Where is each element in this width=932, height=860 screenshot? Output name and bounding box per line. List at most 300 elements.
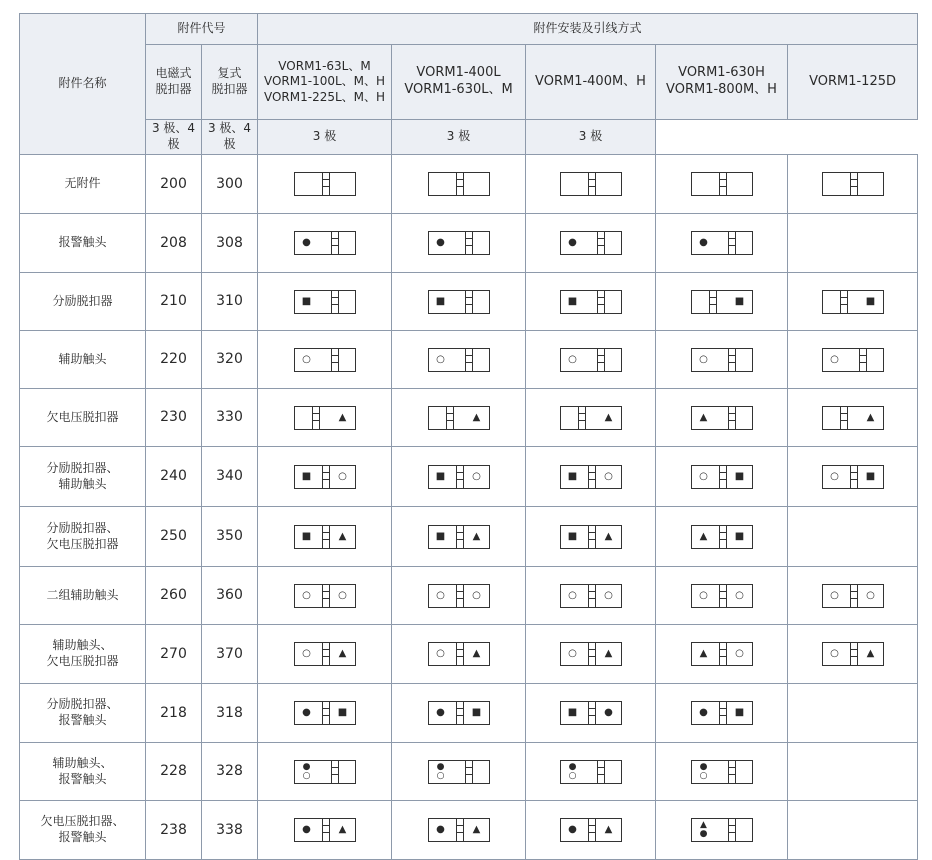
accessory-name: 辅助触头、 欠电压脱扣器 [20, 625, 146, 684]
header-poles-2: 3 极、4 极 [202, 120, 258, 155]
accessory-marker-icon: ● [568, 237, 577, 248]
header-poles-3: 3 极 [258, 120, 392, 155]
accessory-marker-icon: ○ [735, 589, 744, 601]
terminal-bar-icon [322, 642, 330, 666]
terminal-bar-icon [322, 584, 330, 608]
wiring-cell [656, 447, 788, 507]
terminal-bar-icon [850, 642, 858, 666]
wiring-cell [258, 447, 392, 507]
accessory-marker-icon: ○ [604, 589, 613, 601]
code-compound: 300 [202, 155, 258, 214]
wiring-symbol [428, 290, 490, 314]
table-row [20, 743, 918, 801]
table-row [20, 447, 918, 507]
accessory-marker-icon: ○ [568, 648, 577, 659]
wiring-cell [656, 155, 788, 214]
terminal-bar-icon [719, 172, 727, 196]
wiring-symbol [691, 172, 753, 196]
wiring-symbol [428, 348, 490, 372]
accessory-marker-icon: ○ [568, 589, 577, 601]
wiring-cell [526, 389, 656, 447]
wiring-cell [788, 625, 918, 684]
wiring-cell [258, 389, 392, 447]
wiring-symbol [822, 172, 884, 196]
header-accessory-name: 附件名称 [20, 14, 146, 155]
code-electromagnetic: 200 [146, 155, 202, 214]
wiring-symbol [560, 525, 622, 549]
code-compound: 308 [202, 214, 258, 273]
accessory-name: 辅助触头、 报警触头 [20, 743, 146, 801]
wiring-symbol [691, 231, 753, 255]
accessory-marker-icon: ■ [734, 707, 745, 718]
terminal-bar-icon [597, 348, 605, 372]
terminal-bar-icon [322, 701, 330, 725]
terminal-bar-icon [578, 406, 586, 430]
code-compound: 310 [202, 273, 258, 331]
accessory-marker-icon: ○ [699, 353, 708, 365]
terminal-bar-icon [597, 760, 605, 784]
wiring-cell [258, 214, 392, 273]
accessory-marker-icon: ● [436, 707, 445, 718]
wiring-cell [392, 684, 526, 743]
code-compound: 338 [202, 801, 258, 860]
accessory-marker-icon: ▲ [699, 648, 708, 659]
wiring-symbol [560, 406, 622, 430]
wiring-symbol [560, 760, 622, 784]
wiring-cell [788, 447, 918, 507]
wiring-symbol [428, 701, 490, 725]
terminal-bar-icon [588, 525, 596, 549]
wiring-symbol [691, 642, 753, 666]
accessory-marker-icon: ○ [302, 353, 311, 365]
accessory-name: 分励脱扣器、 辅助触头 [20, 447, 146, 507]
accessory-marker-icon: ▲ [866, 411, 875, 423]
wiring-cell [656, 331, 788, 389]
accessory-marker-icon: ○ [472, 589, 481, 601]
accessory-name: 分励脱扣器、 报警触头 [20, 684, 146, 743]
wiring-symbol [822, 406, 884, 430]
code-electromagnetic: 208 [146, 214, 202, 273]
terminal-bar-icon [588, 818, 596, 842]
accessory-name: 欠电压脱扣器、 报警触头 [20, 801, 146, 860]
header-code-group: 附件代号 [146, 14, 258, 45]
terminal-bar-icon [728, 818, 736, 842]
wiring-symbol [294, 406, 356, 430]
wiring-symbol [294, 465, 356, 489]
accessory-marker-icon: ▲ [866, 648, 875, 659]
wiring-symbol [294, 231, 356, 255]
header-model-1: VORM1-63L、M VORM1-100L、M、H VORM1-225L、M、H [258, 45, 392, 120]
wiring-cell [258, 155, 392, 214]
terminal-bar-icon [331, 760, 339, 784]
accessory-marker-icon: ■ [865, 295, 876, 307]
code-electromagnetic: 228 [146, 743, 202, 801]
accessory-name: 无附件 [20, 155, 146, 214]
terminal-bar-icon [719, 642, 727, 666]
wiring-cell [392, 567, 526, 625]
terminal-bar-icon [588, 465, 596, 489]
terminal-bar-icon [312, 406, 320, 430]
wiring-symbol [691, 465, 753, 489]
terminal-bar-icon [850, 172, 858, 196]
accessory-marker-icon: ■ [865, 470, 876, 482]
wiring-symbol [428, 231, 490, 255]
code-electromagnetic: 240 [146, 447, 202, 507]
wiring-symbol [428, 584, 490, 608]
wiring-symbol [294, 818, 356, 842]
code-compound: 318 [202, 684, 258, 743]
accessory-marker-icon: ● [699, 707, 708, 718]
wiring-symbol [691, 584, 753, 608]
accessory-name: 欠电压脱扣器 [20, 389, 146, 447]
wiring-cell [392, 447, 526, 507]
terminal-bar-icon [465, 760, 473, 784]
terminal-bar-icon [331, 348, 339, 372]
wiring-cell [788, 155, 918, 214]
accessory-marker-icon: ○ [830, 589, 839, 601]
accessory-name: 分励脱扣器 [20, 273, 146, 331]
wiring-cell [258, 273, 392, 331]
accessory-marker-icon: ● [699, 237, 708, 248]
accessory-marker-icon: ● [604, 707, 613, 718]
empty-cell [788, 507, 918, 567]
accessory-marker-icon: ▲ [699, 530, 708, 542]
wiring-symbol [428, 642, 490, 666]
wiring-cell [392, 331, 526, 389]
accessory-marker-icon: ■ [301, 295, 312, 307]
terminal-bar-icon [465, 348, 473, 372]
wiring-cell [526, 447, 656, 507]
wiring-symbol [822, 465, 884, 489]
wiring-symbol [428, 760, 490, 784]
accessory-marker-icon: ■ [337, 707, 348, 718]
terminal-bar-icon [331, 231, 339, 255]
terminal-bar-icon [331, 290, 339, 314]
table-row [20, 801, 918, 860]
terminal-bar-icon [322, 525, 330, 549]
terminal-bar-icon [719, 525, 727, 549]
accessory-marker-icon: ■ [567, 295, 578, 307]
accessory-marker-icon: ○ [302, 648, 311, 659]
terminal-bar-icon [719, 701, 727, 725]
code-electromagnetic: 260 [146, 567, 202, 625]
wiring-cell [788, 331, 918, 389]
header-model-5: VORM1-125D [788, 45, 918, 120]
terminal-bar-icon [588, 172, 596, 196]
wiring-symbol [294, 760, 356, 784]
wiring-symbol [691, 818, 753, 842]
header-code-electromagnetic: 电磁式 脱扣器 [146, 45, 202, 120]
empty-cell [788, 684, 918, 743]
wiring-cell [392, 625, 526, 684]
wiring-symbol [560, 172, 622, 196]
accessory-marker-icon: ● [302, 707, 311, 718]
wiring-cell [258, 743, 392, 801]
header-poles-5: 3 极 [526, 120, 656, 155]
wiring-cell [392, 273, 526, 331]
wiring-symbol [294, 348, 356, 372]
accessory-marker-icon: ○ [436, 648, 445, 659]
terminal-bar-icon [709, 290, 717, 314]
wiring-symbol [294, 642, 356, 666]
accessory-marker-icon: ▲ [472, 411, 481, 423]
wiring-cell [526, 331, 656, 389]
accessory-marker-icon: ▲ [699, 411, 708, 423]
wiring-cell [656, 273, 788, 331]
wiring-cell [656, 389, 788, 447]
empty-cell [788, 743, 918, 801]
wiring-symbol [822, 642, 884, 666]
terminal-bar-icon [850, 465, 858, 489]
wiring-cell [392, 801, 526, 860]
wiring-cell [258, 801, 392, 860]
table-row [20, 507, 918, 567]
terminal-bar-icon [456, 525, 464, 549]
terminal-bar-icon [588, 701, 596, 725]
wiring-symbol [428, 465, 490, 489]
accessory-marker-icon: ■ [301, 530, 312, 542]
header-model-2: VORM1-400L VORM1-630L、M [392, 45, 526, 120]
terminal-bar-icon [588, 642, 596, 666]
code-electromagnetic: 250 [146, 507, 202, 567]
wiring-cell [788, 567, 918, 625]
terminal-bar-icon [719, 465, 727, 489]
wiring-cell [258, 331, 392, 389]
accessory-marker-icon: ▲ [338, 648, 347, 659]
accessory-marker-icon: ■ [301, 470, 312, 482]
table-row [20, 684, 918, 743]
terminal-bar-icon [859, 348, 867, 372]
terminal-bar-icon [840, 406, 848, 430]
accessory-marker-icon: ▲ [604, 411, 613, 423]
terminal-bar-icon [322, 465, 330, 489]
terminal-bar-icon [456, 172, 464, 196]
accessory-marker-icon: ○ [699, 470, 708, 482]
code-electromagnetic: 270 [146, 625, 202, 684]
wiring-symbol [560, 818, 622, 842]
code-electromagnetic: 210 [146, 273, 202, 331]
wiring-cell [656, 214, 788, 273]
table-row [20, 155, 918, 214]
wiring-cell [526, 801, 656, 860]
accessory-marker-icon: ○ [436, 353, 445, 365]
wiring-symbol [691, 406, 753, 430]
accessory-marker-icon: ○ [604, 470, 613, 482]
wiring-symbol [691, 290, 753, 314]
wiring-symbol [691, 525, 753, 549]
accessory-marker-icon: ○ [830, 648, 839, 659]
accessory-marker-icon: ● ○ [568, 761, 577, 781]
terminal-bar-icon [728, 231, 736, 255]
accessory-marker-icon: ○ [338, 589, 347, 601]
empty-cell [788, 214, 918, 273]
accessory-marker-icon: ▲ [472, 824, 481, 835]
accessory-marker-icon: ▲ [604, 648, 613, 659]
terminal-bar-icon [840, 290, 848, 314]
terminal-bar-icon [465, 290, 473, 314]
code-compound: 320 [202, 331, 258, 389]
code-compound: 330 [202, 389, 258, 447]
code-electromagnetic: 238 [146, 801, 202, 860]
wiring-cell [526, 625, 656, 684]
header-code-compound: 复式 脱扣器 [202, 45, 258, 120]
code-electromagnetic: 230 [146, 389, 202, 447]
wiring-symbol [691, 760, 753, 784]
code-electromagnetic: 218 [146, 684, 202, 743]
wiring-cell [526, 507, 656, 567]
wiring-symbol [560, 348, 622, 372]
accessory-marker-icon: ▲ [472, 530, 481, 542]
wiring-cell [392, 155, 526, 214]
wiring-cell [526, 214, 656, 273]
wiring-symbol [560, 701, 622, 725]
accessory-marker-icon: ▲ [604, 824, 613, 835]
wiring-cell [258, 625, 392, 684]
wiring-cell [788, 273, 918, 331]
accessory-marker-icon: ○ [699, 589, 708, 601]
code-compound: 370 [202, 625, 258, 684]
accessory-name: 辅助触头 [20, 331, 146, 389]
code-compound: 360 [202, 567, 258, 625]
wiring-symbol [560, 642, 622, 666]
accessory-marker-icon: ○ [830, 353, 839, 365]
wiring-symbol [428, 525, 490, 549]
terminal-bar-icon [597, 290, 605, 314]
accessory-marker-icon: ▲ [472, 648, 481, 659]
accessory-marker-icon: ● ○ [302, 761, 311, 781]
table-row [20, 389, 918, 447]
terminal-bar-icon [446, 406, 454, 430]
accessory-marker-icon: ■ [567, 707, 578, 718]
wiring-cell [526, 273, 656, 331]
wiring-cell [392, 507, 526, 567]
accessory-marker-icon: ○ [338, 470, 347, 482]
accessory-marker-icon: ○ [302, 589, 311, 601]
header-poles-4: 3 极 [392, 120, 526, 155]
wiring-cell [526, 567, 656, 625]
wiring-symbol [822, 584, 884, 608]
table-row [20, 273, 918, 331]
wiring-cell [526, 155, 656, 214]
terminal-bar-icon [456, 642, 464, 666]
wiring-symbol [294, 172, 356, 196]
accessory-marker-icon: ■ [435, 530, 446, 542]
header-poles-1: 3 极、4 极 [146, 120, 202, 155]
accessory-marker-icon: ■ [734, 470, 745, 482]
wiring-cell [656, 567, 788, 625]
accessory-marker-icon: ● ○ [699, 761, 708, 781]
wiring-cell [526, 684, 656, 743]
wiring-cell [656, 684, 788, 743]
wiring-symbol [294, 525, 356, 549]
accessory-marker-icon: ▲ [338, 824, 347, 835]
accessory-marker-icon: ○ [472, 470, 481, 482]
accessory-marker-icon: ○ [735, 648, 744, 659]
terminal-bar-icon [322, 818, 330, 842]
accessory-marker-icon: ■ [734, 295, 745, 307]
accessory-table [19, 13, 918, 860]
wiring-symbol [294, 290, 356, 314]
code-compound: 328 [202, 743, 258, 801]
wiring-symbol [560, 231, 622, 255]
accessory-marker-icon: ○ [866, 589, 875, 601]
accessory-name: 二组辅助触头 [20, 567, 146, 625]
wiring-symbol [428, 818, 490, 842]
empty-cell [788, 801, 918, 860]
wiring-symbol [822, 348, 884, 372]
wiring-cell [526, 743, 656, 801]
terminal-bar-icon [719, 584, 727, 608]
table-row [20, 214, 918, 273]
accessory-marker-icon: ● [302, 824, 311, 835]
wiring-cell [392, 214, 526, 273]
accessory-name: 分励脱扣器、 欠电压脱扣器 [20, 507, 146, 567]
terminal-bar-icon [465, 231, 473, 255]
code-compound: 350 [202, 507, 258, 567]
accessory-marker-icon: ■ [435, 295, 446, 307]
accessory-marker-icon: ▲ [604, 530, 613, 542]
wiring-cell [258, 507, 392, 567]
accessory-marker-icon: ■ [435, 470, 446, 482]
accessory-marker-icon: ● [436, 237, 445, 248]
accessory-marker-icon: ■ [567, 470, 578, 482]
wiring-cell [392, 743, 526, 801]
terminal-bar-icon [322, 172, 330, 196]
accessory-marker-icon: ■ [567, 530, 578, 542]
header-model-3: VORM1-400M、H [526, 45, 656, 120]
wiring-symbol [560, 465, 622, 489]
accessory-marker-icon: ○ [830, 470, 839, 482]
wiring-cell [656, 801, 788, 860]
terminal-bar-icon [456, 818, 464, 842]
wiring-cell [258, 684, 392, 743]
terminal-bar-icon [588, 584, 596, 608]
terminal-bar-icon [456, 701, 464, 725]
wiring-cell [258, 567, 392, 625]
table-row [20, 625, 918, 684]
code-compound: 340 [202, 447, 258, 507]
wiring-symbol [691, 701, 753, 725]
wiring-cell [788, 389, 918, 447]
wiring-symbol [428, 172, 490, 196]
header-install-group: 附件安装及引线方式 [258, 14, 918, 45]
wiring-cell [656, 625, 788, 684]
wiring-cell [392, 389, 526, 447]
accessory-marker-icon: ▲ [338, 411, 347, 423]
accessory-marker-icon: ▲ ● [699, 820, 708, 839]
accessory-marker-icon: ▲ [338, 530, 347, 542]
accessory-marker-icon: ○ [436, 589, 445, 601]
wiring-symbol [294, 584, 356, 608]
accessory-marker-icon: ■ [471, 707, 482, 718]
accessory-marker-icon: ■ [734, 530, 745, 542]
accessory-marker-icon: ● ○ [436, 761, 445, 781]
wiring-cell [656, 743, 788, 801]
terminal-bar-icon [456, 465, 464, 489]
wiring-symbol [822, 290, 884, 314]
accessory-marker-icon: ○ [568, 353, 577, 365]
wiring-symbol [560, 584, 622, 608]
terminal-bar-icon [456, 584, 464, 608]
wiring-symbol [294, 701, 356, 725]
table-row [20, 567, 918, 625]
terminal-bar-icon [597, 231, 605, 255]
header-model-4: VORM1-630H VORM1-800M、H [656, 45, 788, 120]
wiring-symbol [428, 406, 490, 430]
wiring-symbol [560, 290, 622, 314]
wiring-symbol [691, 348, 753, 372]
accessory-name: 报警触头 [20, 214, 146, 273]
